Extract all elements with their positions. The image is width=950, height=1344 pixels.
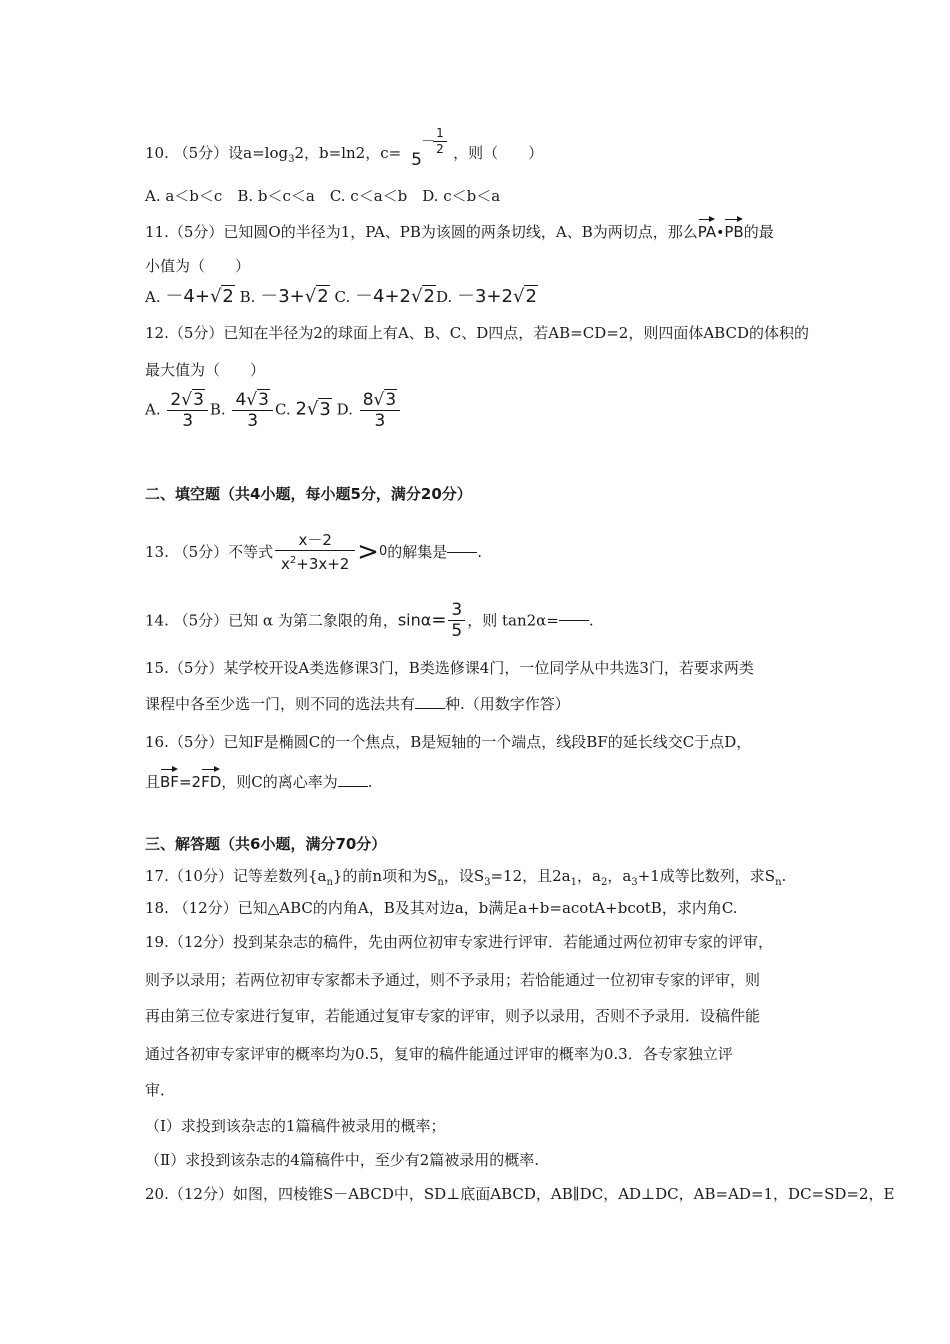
q11-stem-line2: 小值为（ ） bbox=[145, 257, 251, 275]
q13-answer-blank[interactable] bbox=[447, 552, 477, 553]
q11-stem-line1: 11.（5分）已知圆O的半径为1，PA、PB为该圆的两条切线，A、B为两切点，那么PA•PB的最 bbox=[145, 216, 774, 243]
q10-options: A. a＜b＜c B. b＜c＜a C. c＜a＜b D. c＜b＜a bbox=[145, 187, 501, 205]
q16-stem-line1: 16.（5分）已知F是椭圆C的一个焦点，B是短轴的一个端点，线段BF的延长线交C于点D， bbox=[145, 733, 752, 751]
q16-answer-blank[interactable] bbox=[338, 786, 368, 787]
vector-fd: FD bbox=[201, 766, 221, 792]
q19-part-1: （Ⅰ）求投到该杂志的1篇稿件被录用的概率； bbox=[145, 1117, 446, 1135]
q15-stem-line1: 15.（5分）某学校开设A类选修课3门，B类选修课4门，一位同学从中共选3门，若要求两类 bbox=[145, 659, 754, 677]
q15-answer-blank[interactable] bbox=[415, 708, 445, 709]
vector-bf: BF bbox=[160, 766, 179, 792]
section-fill-in-title: 二、填空题（共4小题，每小题5分，满分20分） bbox=[145, 485, 472, 503]
q15-stem-line2: 课程中各至少选一门，则不同的选法共有 种.（用数字作答） bbox=[145, 695, 570, 713]
q19-stem-line2: 则予以录用；若两位初审专家都未予通过，则不予录用；若恰能通过一位初审专家的评审，则 bbox=[145, 971, 761, 989]
q13-stem: 13. （5分）不等式 $\frac{x-2}{x^2+3x+2}$ >0的解集是 . bbox=[145, 531, 483, 573]
q20-stem: 20.（12分）如图，四棱锥S－ABCD中，SD⊥底面ABCD，AB∥DC，AD⊥DC，AB=AD=1，DC=SD=2，E bbox=[145, 1185, 895, 1203]
q19-stem-line3: 再由第三位专家进行复审，若能通过复审专家的评审，则予以录用，否则不予录用．设稿件能 bbox=[145, 1007, 761, 1025]
q17-stem: 17.（10分）记等差数列$\{a_n\}$的前n项和为$S_n$，设$S_3=12$，且$2a_1$，$a_2$，$a_3+1$成等比数列，求$S_n$. bbox=[145, 867, 787, 888]
section-solutions-title: 三、解答题（共6小题，满分70分） bbox=[145, 835, 387, 853]
vector-pb: PB bbox=[724, 216, 743, 242]
q12-stem-line1: 12.（5分）已知在半径为2的球面上有A、B、C、D四点，若AB=CD=2，则四面体ABCD的体积的 bbox=[145, 324, 809, 342]
q12-options: A. $\frac{2√3}{3}$ B. $\frac{4√3}{3}$ C. 2√3 D. $\frac{8√3}{3}$ bbox=[145, 390, 402, 438]
q19-stem-line4: 通过各初审专家评审的概率均为0.5，复审的稿件能通过评审的概率为0.3．各专家独立评 bbox=[145, 1045, 733, 1063]
q16-stem-line2: 且BF=2FD，则C的离心率为 . bbox=[145, 766, 373, 792]
q12-stem-line2: 最大值为（ ） bbox=[145, 361, 266, 379]
vector-pa: PA bbox=[698, 216, 716, 242]
q18-stem: 18. （12分）已知△ABC的内角A，B及其对边a，b满足a+b=acotA+bcotB，求内角C. bbox=[145, 899, 738, 917]
q19-stem-line5: 审． bbox=[145, 1081, 176, 1099]
q11-options: A. －4+√2 B. －3+√2 C. －4+2√2D. －3+2√2 bbox=[145, 286, 537, 307]
q14-stem: 14. （5分）已知 α 为第二象限的角，sinα= $\frac{3}{5}$ ，则 tan2α= . bbox=[145, 600, 594, 641]
q14-answer-blank[interactable] bbox=[559, 620, 589, 621]
q19-part-2: （Ⅱ）求投到该杂志的4篇稿件中，至少有2篇被录用的概率. bbox=[145, 1151, 540, 1169]
q19-stem-line1: 19.（12分）投到某杂志的稿件，先由两位初审专家进行评审．若能通过两位初审专家的评审， bbox=[145, 933, 773, 951]
c-power: 5 － $\frac{1}{2}$ bbox=[401, 136, 453, 172]
q10-stem: 10. （5分）设$a=\log_32$，b=ln2，c= 5 － $\frac{1}{2}$ ，则（ ） bbox=[145, 126, 544, 170]
